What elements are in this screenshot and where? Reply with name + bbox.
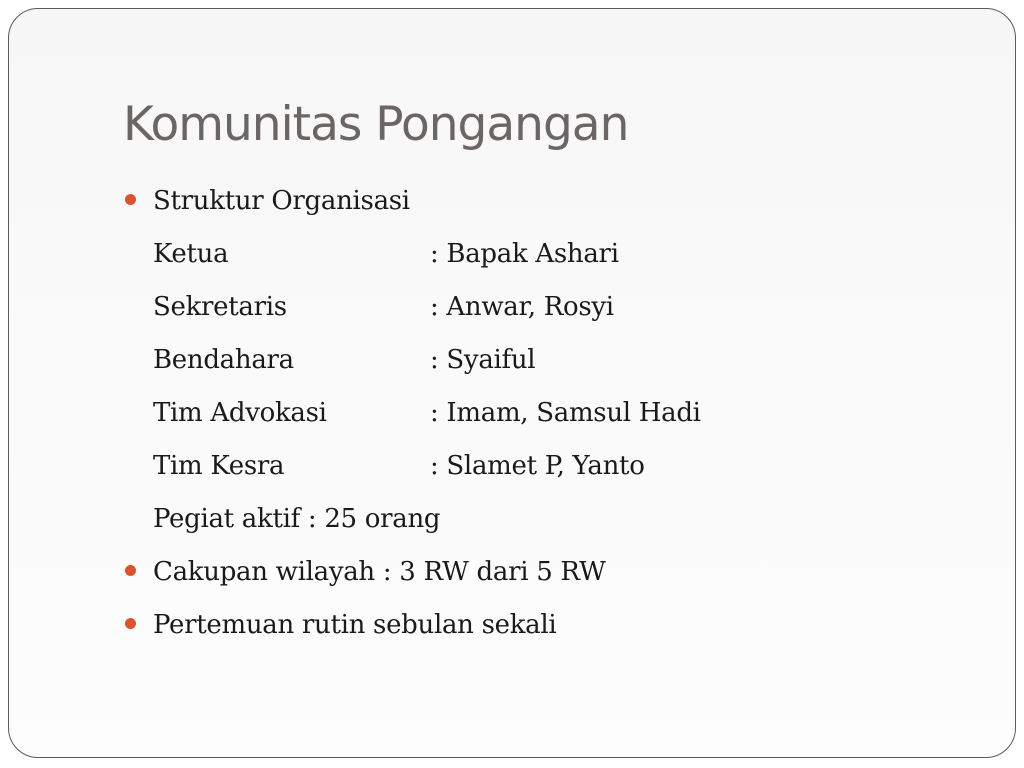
active-members-row (125, 493, 965, 546)
structure-row-secretary (125, 281, 965, 334)
structure-row-welfare (125, 440, 965, 493)
active-members-text: Pegiat aktif : 25 orang (153, 504, 441, 534)
role-label: Tim Kesra (153, 451, 285, 481)
bullet-text: Struktur Organisasi (153, 186, 410, 216)
role-value: : Anwar, Rosyi (430, 292, 614, 322)
role-label: Tim Advokasi (153, 398, 327, 428)
slide-content (125, 175, 965, 652)
role-value: : Bapak Ashari (430, 239, 619, 269)
structure-row-treasurer (125, 334, 965, 387)
role-value: : Imam, Samsul Hadi (430, 398, 701, 428)
role-value: : Slamet P, Yanto (430, 451, 645, 481)
role-label: Sekretaris (153, 292, 287, 322)
structure-row-chair (125, 228, 965, 281)
bullet-text: Pertemuan rutin sebulan sekali (153, 610, 557, 640)
bullet-item-structure (125, 175, 965, 228)
bullet-text: Cakupan wilayah : 3 RW dari 5 RW (153, 557, 606, 587)
role-value: : Syaiful (430, 345, 536, 375)
bullet-icon (125, 618, 136, 629)
bullet-item-meeting (125, 599, 965, 652)
bullet-item-coverage (125, 546, 965, 599)
bullet-icon (125, 194, 136, 205)
role-label: Bendahara (153, 345, 294, 375)
slide-title: Komunitas Pongangan (123, 97, 629, 152)
bullet-icon (125, 565, 136, 576)
role-label: Ketua (153, 239, 229, 269)
structure-row-advocacy (125, 387, 965, 440)
slide (8, 8, 1016, 758)
